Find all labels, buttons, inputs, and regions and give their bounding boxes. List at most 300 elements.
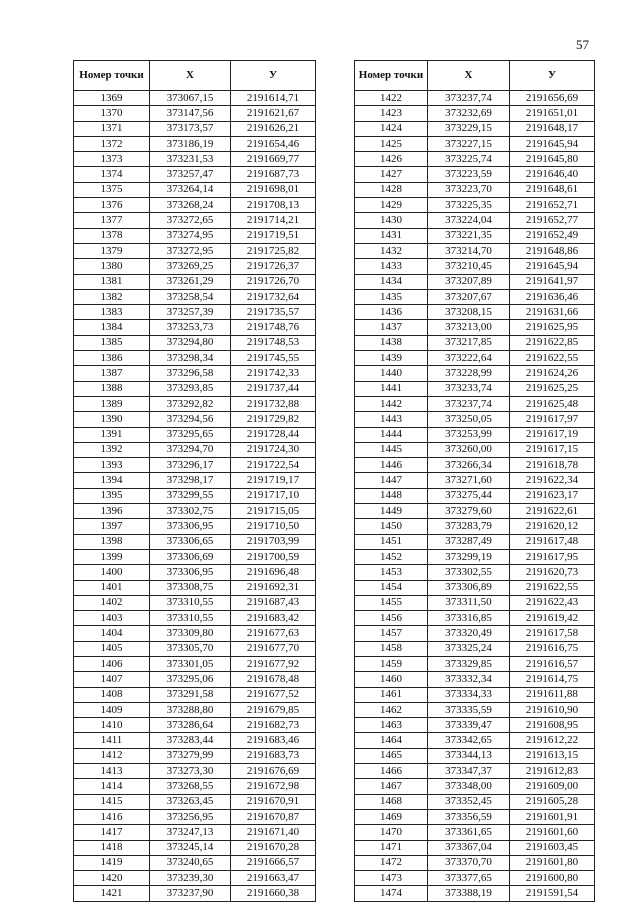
cell-point-number: 1471	[355, 840, 428, 855]
cell-y: 2191698,01	[231, 182, 316, 197]
cell-x: 373237,74	[428, 396, 510, 411]
table-row	[355, 320, 595, 335]
cell-y: 2191613,15	[510, 748, 595, 763]
cell-point-number: 1418	[74, 840, 150, 855]
cell-point-number: 1404	[74, 626, 150, 641]
table-row	[74, 687, 316, 702]
cell-point-number: 1450	[355, 519, 428, 534]
table-row	[355, 779, 595, 794]
cell-point-number: 1444	[355, 427, 428, 442]
table-row	[74, 351, 316, 366]
cell-y: 2191729,82	[231, 412, 316, 427]
table-row	[74, 198, 316, 213]
cell-point-number: 1469	[355, 809, 428, 824]
cell-point-number: 1429	[355, 198, 428, 213]
table-row	[74, 794, 316, 809]
table-row	[74, 549, 316, 564]
cell-x: 373296,17	[150, 458, 231, 473]
cell-point-number: 1455	[355, 595, 428, 610]
table-row	[74, 534, 316, 549]
cell-x: 373309,80	[150, 626, 231, 641]
cell-y: 2191745,55	[231, 351, 316, 366]
cell-x: 373344,13	[428, 748, 510, 763]
table-row	[74, 748, 316, 763]
cell-y: 2191677,63	[231, 626, 316, 641]
cell-x: 373269,25	[150, 259, 231, 274]
cell-y: 2191624,26	[510, 366, 595, 381]
cell-y: 2191617,19	[510, 427, 595, 442]
cell-point-number: 1378	[74, 228, 150, 243]
cell-point-number: 1447	[355, 473, 428, 488]
cell-y: 2191610,90	[510, 702, 595, 717]
table-row	[355, 366, 595, 381]
cell-x: 373294,80	[150, 335, 231, 350]
cell-point-number: 1453	[355, 565, 428, 580]
cell-x: 373342,65	[428, 733, 510, 748]
table-row	[355, 702, 595, 717]
cell-point-number: 1386	[74, 351, 150, 366]
cell-y: 2191728,44	[231, 427, 316, 442]
cell-point-number: 1432	[355, 243, 428, 258]
cell-y: 2191670,28	[231, 840, 316, 855]
cell-x: 373223,59	[428, 167, 510, 182]
cell-x: 373239,30	[150, 871, 231, 886]
cell-y: 2191666,57	[231, 855, 316, 870]
table-row	[355, 809, 595, 824]
cell-y: 2191677,92	[231, 656, 316, 671]
cell-y: 2191710,50	[231, 519, 316, 534]
table-row	[355, 274, 595, 289]
table-row	[74, 442, 316, 457]
page-number: 57	[576, 37, 589, 52]
cell-y: 2191696,48	[231, 565, 316, 580]
cell-y: 2191725,82	[231, 243, 316, 258]
table-row	[355, 121, 595, 136]
table-row	[355, 198, 595, 213]
cell-point-number: 1390	[74, 412, 150, 427]
cell-x: 373067,15	[150, 91, 231, 106]
table-row	[74, 626, 316, 641]
cell-y: 2191617,15	[510, 442, 595, 457]
cell-x: 373332,34	[428, 672, 510, 687]
cell-x: 373296,58	[150, 366, 231, 381]
cell-point-number: 1467	[355, 779, 428, 794]
cell-y: 2191714,21	[231, 213, 316, 228]
cell-y: 2191622,55	[510, 351, 595, 366]
table-row	[355, 167, 595, 182]
coordinates-table-right	[354, 60, 595, 902]
table-row	[74, 473, 316, 488]
cell-y: 2191652,49	[510, 228, 595, 243]
cell-y: 2191687,73	[231, 167, 316, 182]
cell-point-number: 1437	[355, 320, 428, 335]
cell-y: 2191622,43	[510, 595, 595, 610]
cell-x: 373294,70	[150, 442, 231, 457]
table-row	[355, 565, 595, 580]
table-row	[74, 886, 316, 901]
header-y: У	[510, 61, 595, 91]
cell-x: 373348,00	[428, 779, 510, 794]
header-x: X	[150, 61, 231, 91]
header-y: У	[231, 61, 316, 91]
table-row	[355, 871, 595, 886]
table-row	[355, 473, 595, 488]
cell-point-number: 1394	[74, 473, 150, 488]
cell-x: 373302,75	[150, 504, 231, 519]
cell-point-number: 1457	[355, 626, 428, 641]
table-row	[355, 182, 595, 197]
table-row	[355, 412, 595, 427]
cell-x: 373310,55	[150, 611, 231, 626]
cell-point-number: 1456	[355, 611, 428, 626]
table-row	[74, 779, 316, 794]
cell-point-number: 1428	[355, 182, 428, 197]
table-row	[355, 534, 595, 549]
cell-y: 2191601,60	[510, 825, 595, 840]
cell-x: 373283,44	[150, 733, 231, 748]
table-row	[74, 656, 316, 671]
table-row	[355, 656, 595, 671]
table-row	[74, 580, 316, 595]
cell-point-number: 1414	[74, 779, 150, 794]
cell-point-number: 1445	[355, 442, 428, 457]
cell-y: 2191660,38	[231, 886, 316, 901]
cell-x: 373237,90	[150, 886, 231, 901]
cell-y: 2191703,99	[231, 534, 316, 549]
cell-point-number: 1408	[74, 687, 150, 702]
cell-y: 2191700,59	[231, 549, 316, 564]
cell-point-number: 1397	[74, 519, 150, 534]
cell-y: 2191612,83	[510, 764, 595, 779]
cell-y: 2191622,34	[510, 473, 595, 488]
cell-point-number: 1374	[74, 167, 150, 182]
cell-point-number: 1424	[355, 121, 428, 136]
cell-x: 373329,85	[428, 656, 510, 671]
table-row	[355, 641, 595, 656]
table-row	[74, 121, 316, 136]
cell-x: 373224,04	[428, 213, 510, 228]
cell-x: 373367,04	[428, 840, 510, 855]
cell-x: 373356,59	[428, 809, 510, 824]
cell-y: 2191645,80	[510, 152, 595, 167]
cell-x: 373292,82	[150, 396, 231, 411]
table-row	[74, 381, 316, 396]
cell-point-number: 1371	[74, 121, 150, 136]
cell-y: 2191726,70	[231, 274, 316, 289]
cell-point-number: 1412	[74, 748, 150, 763]
cell-x: 373186,19	[150, 136, 231, 151]
cell-y: 2191622,55	[510, 580, 595, 595]
cell-x: 373261,29	[150, 274, 231, 289]
cell-x: 373231,53	[150, 152, 231, 167]
cell-point-number: 1465	[355, 748, 428, 763]
cell-y: 2191670,87	[231, 809, 316, 824]
cell-point-number: 1381	[74, 274, 150, 289]
cell-x: 373263,45	[150, 794, 231, 809]
cell-x: 373308,75	[150, 580, 231, 595]
table-row	[74, 289, 316, 304]
cell-x: 373299,19	[428, 549, 510, 564]
table-row	[74, 488, 316, 503]
cell-point-number: 1461	[355, 687, 428, 702]
table-row	[74, 182, 316, 197]
cell-y: 2191636,46	[510, 289, 595, 304]
cell-x: 373264,14	[150, 182, 231, 197]
table-row	[355, 840, 595, 855]
cell-x: 373347,37	[428, 764, 510, 779]
cell-x: 373217,85	[428, 335, 510, 350]
cell-y: 2191616,75	[510, 641, 595, 656]
cell-point-number: 1421	[74, 886, 150, 901]
cell-point-number: 1440	[355, 366, 428, 381]
cell-y: 2191742,33	[231, 366, 316, 381]
cell-x: 373305,70	[150, 641, 231, 656]
table-row	[74, 412, 316, 427]
cell-y: 2191748,53	[231, 335, 316, 350]
cell-y: 2191616,57	[510, 656, 595, 671]
cell-x: 373306,89	[428, 580, 510, 595]
cell-y: 2191648,61	[510, 182, 595, 197]
cell-point-number: 1387	[74, 366, 150, 381]
cell-x: 373225,35	[428, 198, 510, 213]
cell-point-number: 1466	[355, 764, 428, 779]
table-row	[355, 381, 595, 396]
cell-x: 373257,39	[150, 305, 231, 320]
table-row	[355, 504, 595, 519]
cell-y: 2191614,75	[510, 672, 595, 687]
table-row	[355, 687, 595, 702]
cell-point-number: 1375	[74, 182, 150, 197]
cell-y: 2191654,46	[231, 136, 316, 151]
cell-y: 2191669,77	[231, 152, 316, 167]
cell-x: 373228,99	[428, 366, 510, 381]
cell-point-number: 1430	[355, 213, 428, 228]
cell-point-number: 1406	[74, 656, 150, 671]
cell-y: 2191612,22	[510, 733, 595, 748]
table-row	[355, 213, 595, 228]
table-row	[355, 289, 595, 304]
cell-y: 2191626,21	[231, 121, 316, 136]
cell-y: 2191726,37	[231, 259, 316, 274]
cell-y: 2191618,78	[510, 458, 595, 473]
table-row	[355, 91, 595, 106]
cell-y: 2191683,73	[231, 748, 316, 763]
cell-x: 373361,65	[428, 825, 510, 840]
table-row	[74, 91, 316, 106]
cell-point-number: 1415	[74, 794, 150, 809]
table-row	[74, 243, 316, 258]
table-row	[355, 351, 595, 366]
cell-point-number: 1423	[355, 106, 428, 121]
cell-x: 373279,99	[150, 748, 231, 763]
cell-x: 373306,95	[150, 519, 231, 534]
cell-point-number: 1369	[74, 91, 150, 106]
cell-x: 373223,70	[428, 182, 510, 197]
table-row	[355, 611, 595, 626]
cell-y: 2191625,48	[510, 396, 595, 411]
cell-point-number: 1472	[355, 855, 428, 870]
cell-x: 373272,95	[150, 243, 231, 258]
cell-y: 2191621,67	[231, 106, 316, 121]
cell-x: 373257,47	[150, 167, 231, 182]
cell-y: 2191683,46	[231, 733, 316, 748]
table-row	[74, 595, 316, 610]
cell-point-number: 1377	[74, 213, 150, 228]
cell-point-number: 1413	[74, 764, 150, 779]
cell-point-number: 1422	[355, 91, 428, 106]
cell-x: 373298,17	[150, 473, 231, 488]
table-row	[74, 366, 316, 381]
cell-point-number: 1438	[355, 335, 428, 350]
cell-point-number: 1433	[355, 259, 428, 274]
table-row	[74, 504, 316, 519]
cell-point-number: 1401	[74, 580, 150, 595]
cell-y: 2191737,44	[231, 381, 316, 396]
cell-point-number: 1454	[355, 580, 428, 595]
table-row	[355, 442, 595, 457]
table-row	[355, 136, 595, 151]
cell-point-number: 1470	[355, 825, 428, 840]
cell-x: 373147,56	[150, 106, 231, 121]
cell-y: 2191622,61	[510, 504, 595, 519]
cell-x: 373253,73	[150, 320, 231, 335]
cell-x: 373311,50	[428, 595, 510, 610]
cell-y: 2191732,88	[231, 396, 316, 411]
cell-y: 2191591,54	[510, 886, 595, 901]
cell-y: 2191732,64	[231, 289, 316, 304]
table-row	[355, 488, 595, 503]
cell-x: 373335,59	[428, 702, 510, 717]
cell-y: 2191617,58	[510, 626, 595, 641]
table-row	[355, 748, 595, 763]
cell-x: 373388,19	[428, 886, 510, 901]
cell-point-number: 1434	[355, 274, 428, 289]
cell-point-number: 1463	[355, 718, 428, 733]
cell-x: 373294,56	[150, 412, 231, 427]
header-x: X	[428, 61, 510, 91]
cell-point-number: 1395	[74, 488, 150, 503]
cell-x: 373245,14	[150, 840, 231, 855]
table-row	[74, 167, 316, 182]
cell-y: 2191617,95	[510, 549, 595, 564]
cell-point-number: 1384	[74, 320, 150, 335]
cell-x: 373208,15	[428, 305, 510, 320]
cell-x: 373207,67	[428, 289, 510, 304]
table-row	[74, 702, 316, 717]
cell-point-number: 1402	[74, 595, 150, 610]
table-row	[74, 733, 316, 748]
cell-point-number: 1451	[355, 534, 428, 549]
cell-y: 2191619,42	[510, 611, 595, 626]
cell-point-number: 1385	[74, 335, 150, 350]
cell-y: 2191645,94	[510, 259, 595, 274]
cell-x: 373306,65	[150, 534, 231, 549]
cell-y: 2191652,71	[510, 198, 595, 213]
cell-x: 373288,80	[150, 702, 231, 717]
cell-x: 373310,55	[150, 595, 231, 610]
cell-y: 2191648,17	[510, 121, 595, 136]
cell-x: 373325,24	[428, 641, 510, 656]
cell-x: 373221,35	[428, 228, 510, 243]
cell-point-number: 1464	[355, 733, 428, 748]
table-row	[74, 259, 316, 274]
cell-x: 373377,65	[428, 871, 510, 886]
table-row	[74, 136, 316, 151]
cell-y: 2191631,66	[510, 305, 595, 320]
table-row	[74, 335, 316, 350]
table-row	[355, 549, 595, 564]
cell-point-number: 1427	[355, 167, 428, 182]
table-row	[355, 228, 595, 243]
cell-y: 2191683,42	[231, 611, 316, 626]
cell-y: 2191672,98	[231, 779, 316, 794]
cell-point-number: 1448	[355, 488, 428, 503]
cell-point-number: 1380	[74, 259, 150, 274]
cell-y: 2191625,95	[510, 320, 595, 335]
table-row	[355, 152, 595, 167]
table-row	[74, 396, 316, 411]
cell-x: 373207,89	[428, 274, 510, 289]
cell-point-number: 1388	[74, 381, 150, 396]
cell-y: 2191719,17	[231, 473, 316, 488]
cell-y: 2191671,40	[231, 825, 316, 840]
cell-y: 2191748,76	[231, 320, 316, 335]
cell-x: 373173,57	[150, 121, 231, 136]
cell-x: 373240,65	[150, 855, 231, 870]
cell-point-number: 1419	[74, 855, 150, 870]
table-row	[74, 764, 316, 779]
cell-x: 373306,69	[150, 549, 231, 564]
cell-point-number: 1407	[74, 672, 150, 687]
cell-y: 2191676,69	[231, 764, 316, 779]
cell-y: 2191678,48	[231, 672, 316, 687]
cell-x: 373274,95	[150, 228, 231, 243]
cell-y: 2191623,17	[510, 488, 595, 503]
cell-y: 2191687,43	[231, 595, 316, 610]
cell-point-number: 1426	[355, 152, 428, 167]
cell-x: 373266,34	[428, 458, 510, 473]
cell-y: 2191656,69	[510, 91, 595, 106]
table-row	[355, 259, 595, 274]
coordinates-table-left	[73, 60, 316, 902]
cell-point-number: 1392	[74, 442, 150, 457]
cell-x: 373213,00	[428, 320, 510, 335]
cell-x: 373301,05	[150, 656, 231, 671]
cell-y: 2191641,97	[510, 274, 595, 289]
cell-point-number: 1372	[74, 136, 150, 151]
table-row	[74, 565, 316, 580]
cell-y: 2191622,85	[510, 335, 595, 350]
table-header-row	[355, 61, 595, 91]
cell-x: 373279,60	[428, 504, 510, 519]
cell-x: 373352,45	[428, 794, 510, 809]
table-row	[74, 718, 316, 733]
cell-x: 373225,74	[428, 152, 510, 167]
table-row	[355, 672, 595, 687]
cell-y: 2191719,51	[231, 228, 316, 243]
table-row	[355, 305, 595, 320]
cell-y: 2191603,45	[510, 840, 595, 855]
cell-y: 2191625,25	[510, 381, 595, 396]
table-row	[74, 840, 316, 855]
cell-x: 373229,15	[428, 121, 510, 136]
table-header-row	[74, 61, 316, 91]
cell-y: 2191652,77	[510, 213, 595, 228]
cell-point-number: 1441	[355, 381, 428, 396]
cell-point-number: 1383	[74, 305, 150, 320]
cell-point-number: 1436	[355, 305, 428, 320]
cell-x: 373275,44	[428, 488, 510, 503]
